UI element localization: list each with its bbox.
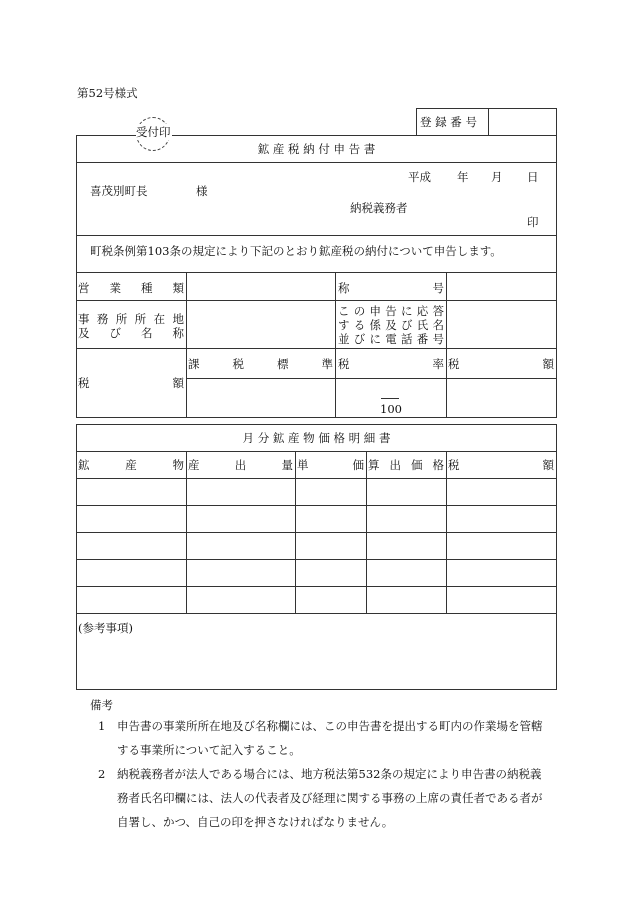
contact-label-line3: 並 び に 電 話 番 号: [338, 332, 444, 346]
note-1-line2: する事業所について記入すること。: [117, 743, 301, 757]
seal-mark: 印: [527, 215, 539, 229]
tax-amount-field[interactable]: [448, 380, 554, 416]
reference-field[interactable]: [78, 638, 554, 688]
tax-amount-col-label: 税 額: [448, 357, 554, 371]
detail-row-1[interactable]: [77, 479, 556, 505]
rate-fraction-bar: [381, 398, 399, 399]
col-mineral: 鉱 産 物: [78, 458, 184, 472]
note-2-line2: 務者氏名印欄には、法人の代表者及び経理に関する事務の上席の責任者である者が: [117, 791, 543, 805]
contact-label-line2: す る 係 及 び 氏 名: [338, 318, 444, 332]
notes-title: 備考: [90, 698, 113, 712]
registration-number-field[interactable]: [490, 110, 554, 134]
reference-label: (参考事項): [78, 621, 133, 635]
form-title: 鉱 産 税 納 付 申 告 書: [257, 142, 376, 156]
col-output: 産 出 量: [188, 458, 293, 472]
detail-row-5[interactable]: [77, 587, 556, 613]
name-title-label: 称 号: [338, 281, 444, 295]
registration-label: 登 録 番 号: [420, 115, 477, 129]
date-era: 平成: [408, 170, 431, 184]
taxpayer-name-field[interactable]: [420, 198, 520, 230]
date-month: 月: [491, 170, 503, 184]
tax-rate-label: 税 率: [338, 357, 444, 371]
name-title-field[interactable]: [448, 274, 554, 298]
note-1-num: 1: [98, 719, 106, 733]
declaration-text: 町税条例第103条の規定により下記のとおり鉱産税の納付について申告します。: [90, 244, 502, 258]
contact-label-line1: こ の 申 告 に 応 答: [338, 304, 444, 318]
col-unit-price: 単 価: [297, 458, 364, 472]
col-tax: 税 額: [448, 458, 554, 472]
tax-base-label: 課 税 標 準: [188, 357, 333, 371]
note-2-num: 2: [98, 767, 106, 781]
detail-row-2[interactable]: [77, 506, 556, 532]
rate-denominator: 100: [380, 402, 402, 416]
date-year: 年: [457, 170, 469, 184]
date-day: 日: [527, 170, 539, 184]
note-2-line1: 納税義務者が法人である場合には、地方税法第532条の規定により申告書の納税義: [117, 767, 542, 781]
tax-base-field[interactable]: [188, 380, 333, 416]
form-number: 第52号様式: [77, 86, 138, 100]
office-field[interactable]: [188, 302, 333, 346]
office-label-line1: 事 務 所 所 在 地: [78, 312, 184, 326]
honorific: 様: [196, 184, 208, 198]
note-1-line1: 申告書の事業所所在地及び名称欄には、この申告書を提出する町内の作業場を管轄: [117, 719, 543, 733]
office-label-line2: 及 び 名 称: [78, 326, 184, 340]
contact-field[interactable]: [448, 302, 554, 346]
recipient: 喜茂別町長: [90, 184, 148, 198]
business-type-field[interactable]: [188, 274, 333, 298]
detail-row-3[interactable]: [77, 533, 556, 559]
note-2-line3: 自署し、かつ、自己の印を押さなければなりません。: [117, 815, 394, 829]
business-type-label: 営 業 種 類: [78, 281, 184, 295]
detail-row-4[interactable]: [77, 560, 556, 586]
reception-stamp-label: 受付印: [136, 125, 171, 139]
col-calc-price: 算 出 価 格: [368, 458, 444, 472]
taxpayer-label: 納税義務者: [350, 201, 408, 215]
detail-title: 月 分 鉱 産 物 価 格 明 細 書: [242, 431, 391, 445]
tax-amount-label: 税 額: [78, 376, 184, 390]
